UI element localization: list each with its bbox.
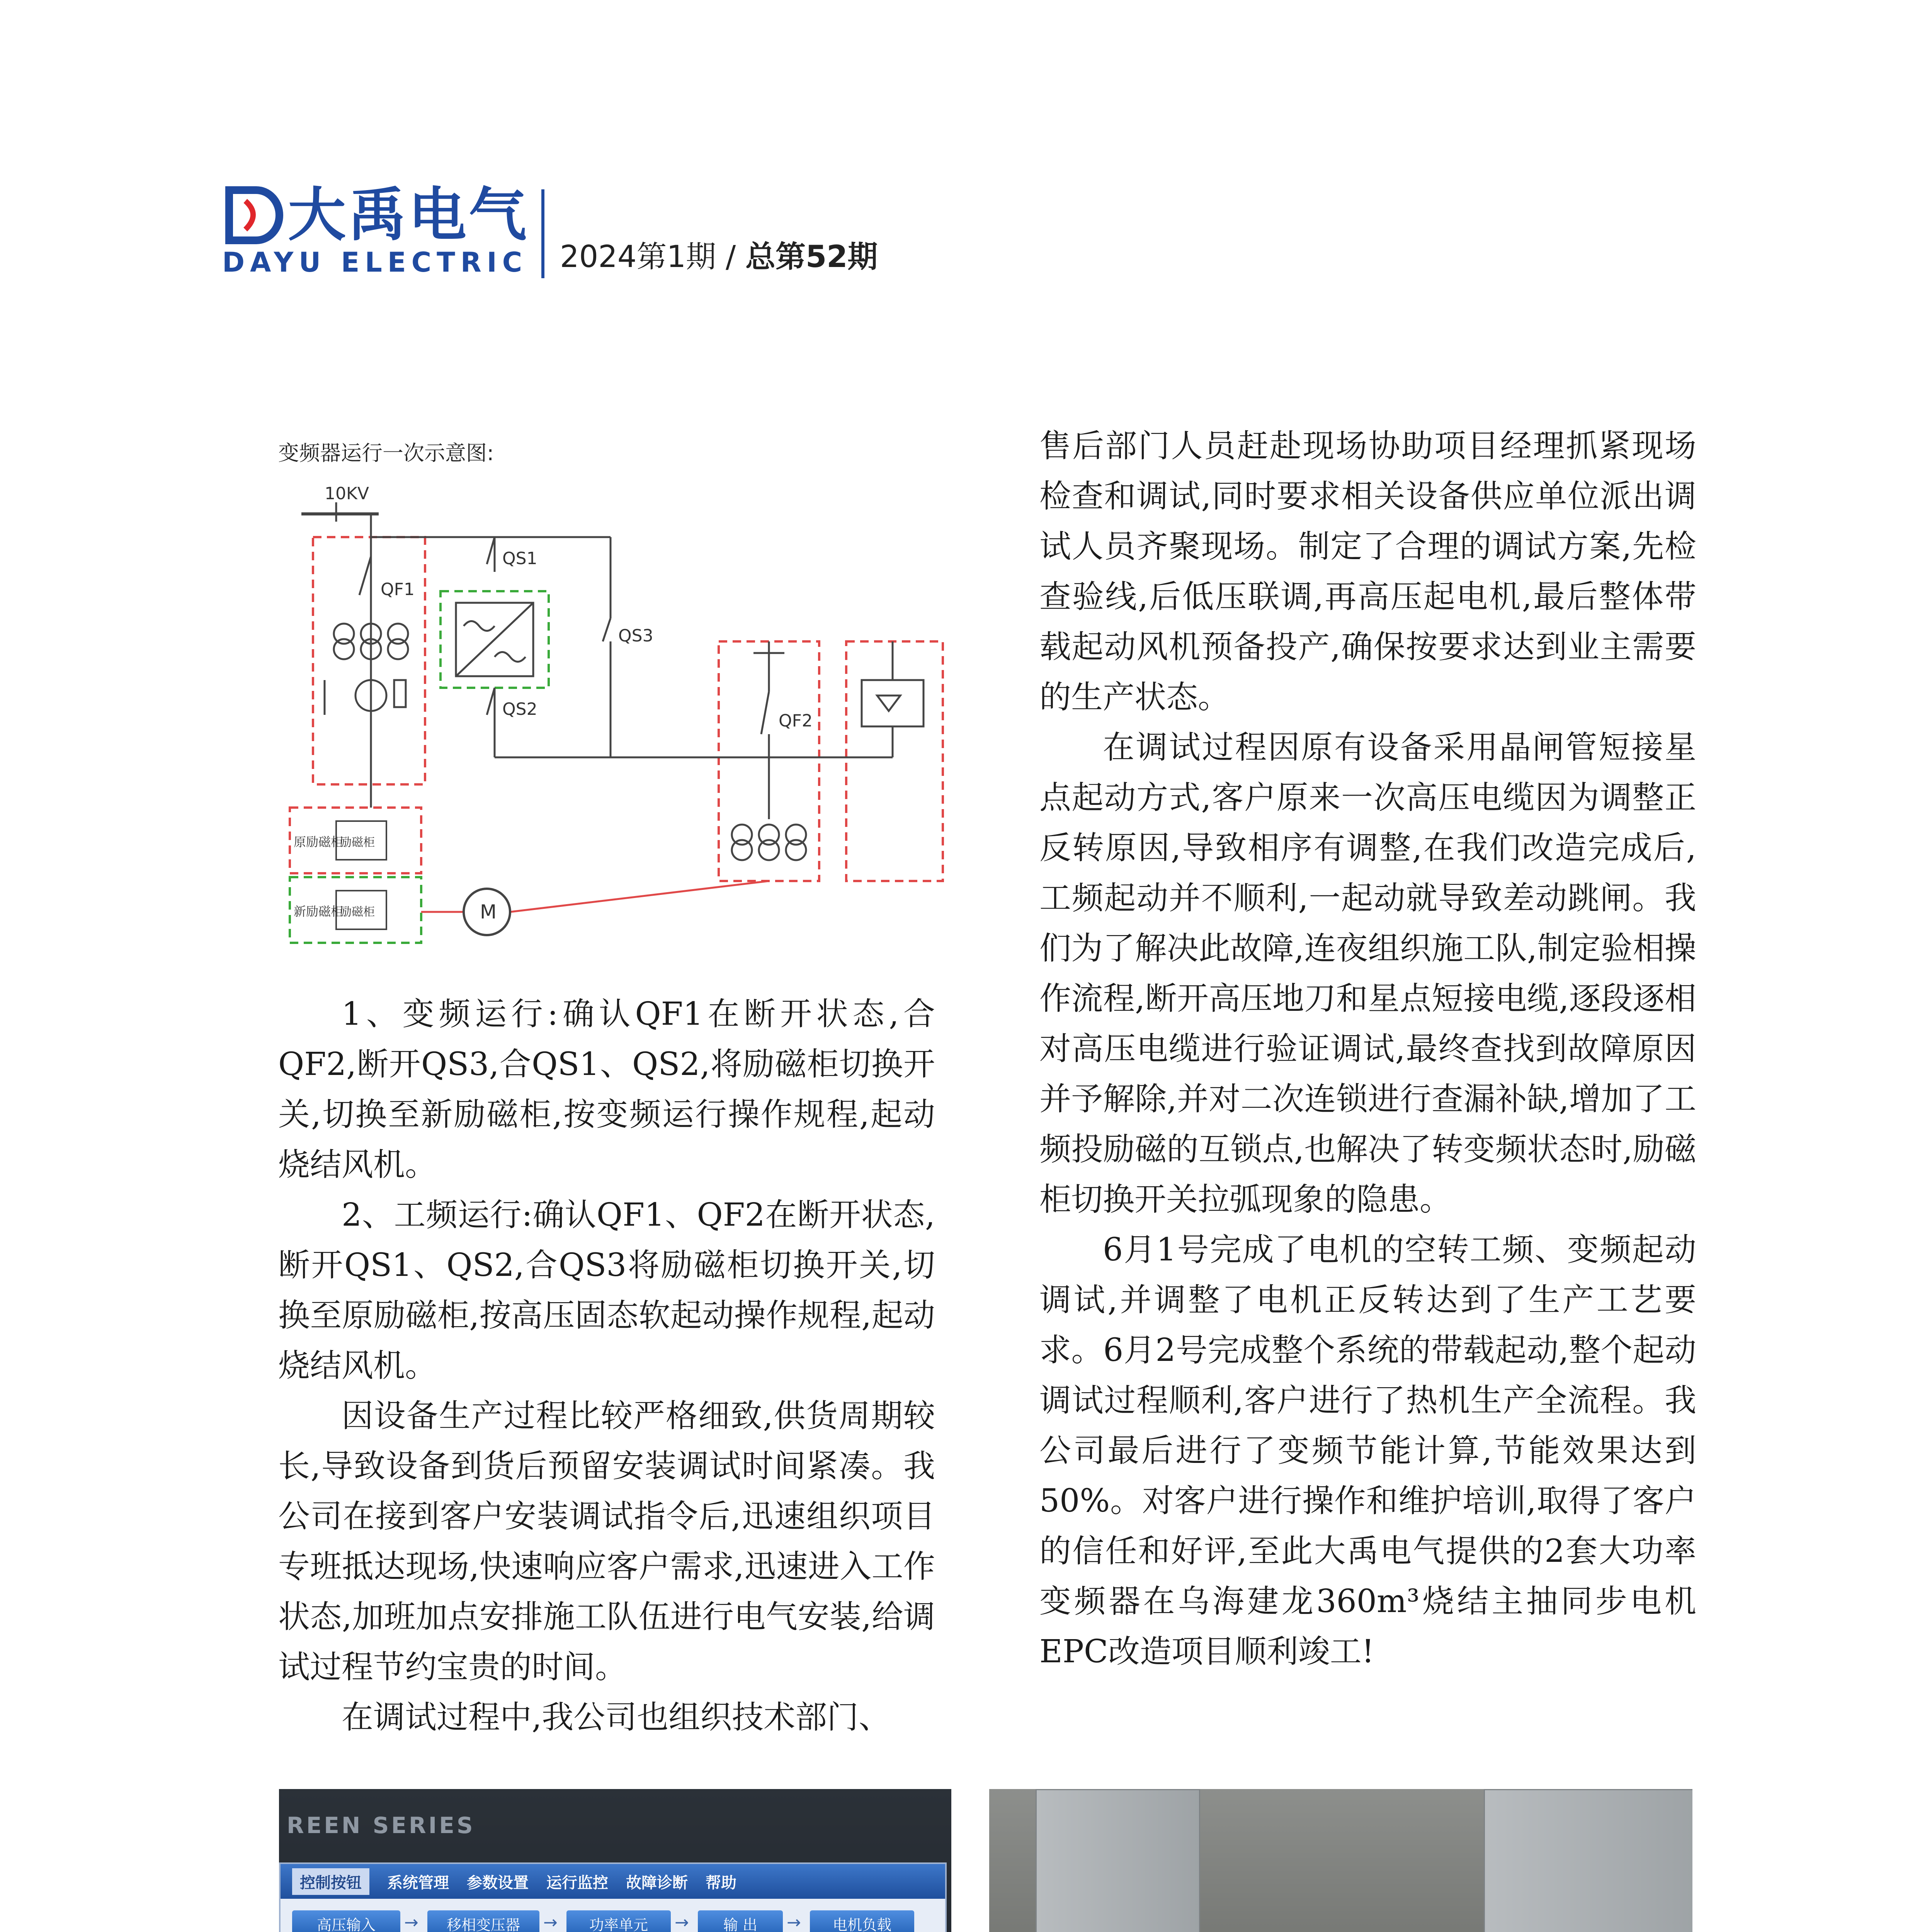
qs3-label: QS3	[618, 626, 653, 646]
ct-group-2	[732, 825, 806, 860]
one-line-diagram	[278, 479, 966, 954]
flow-arrow-1: →	[404, 1913, 418, 1932]
hmi-tab-bar	[281, 1864, 945, 1899]
cabinet-left	[1036, 1789, 1200, 1932]
hmi-tab-system: 系统管理	[387, 1874, 449, 1892]
issue-prefix: 2024第1期 /	[560, 240, 746, 274]
masthead	[222, 182, 878, 278]
paragraph-schedule: 因设备生产过程比较严格细致,供货周期较长,导致设备到货后预留安装调试时间紧凑。我公司在接到客户安装调试指令后,迅速组织项目专班抵达现场,快速响应客户需求,迅速进入工作状态,加班加点安排施工队伍进行电气安装,给调试过程节约宝贵的时间。	[278, 1398, 935, 1685]
motor-label: M	[480, 901, 497, 923]
paragraph-debug-start: 在调试过程中,我公司也组织技术部门、	[342, 1699, 891, 1736]
old-cabinet-box-label: 励磁柜	[340, 836, 375, 849]
issue-total: 总第52期	[745, 240, 878, 274]
flow-phase-transformer: 移相变压器	[427, 1910, 539, 1932]
flow-output: 输 出	[698, 1910, 783, 1932]
qs2-label: QS2	[502, 699, 537, 719]
crew-photo	[989, 1789, 1692, 1932]
old-cabinet-label: 原励磁柜	[294, 835, 344, 849]
qf1-label: QF1	[381, 580, 415, 599]
logo-chinese-name: 大禹电气	[288, 182, 529, 249]
hmi-tab-fault: 故障诊断	[626, 1874, 688, 1892]
paragraph-line-operation: 2、工频运行:确认QF1、QF2在断开状态,断开QS1、QS2,合QS3将励磁柜切换开关,切换至原励磁柜,按高压固态软起动操作规程,起动烧结风机。	[278, 1197, 935, 1384]
qf2-label: QF2	[779, 711, 813, 731]
new-cabinet-label: 新励磁柜	[294, 904, 344, 919]
new-cabinet-box-label: 励磁柜	[340, 905, 375, 919]
issue-number	[560, 233, 878, 276]
hmi-tab-monitor: 运行监控	[546, 1874, 608, 1892]
soft-starter-frame	[846, 641, 943, 881]
qf1-frame	[313, 537, 425, 784]
screen-series-label: REEN SERIES	[287, 1812, 475, 1838]
left-column	[278, 989, 935, 1743]
flow-arrow-2: →	[543, 1913, 558, 1932]
ct-group-1	[325, 624, 408, 715]
paragraph-after-sales: 售后部门人员赶赴现场协助项目经理抓紧现场检查和调试,同时要求相关设备供应单位派出调试人员齐聚现场。制定了合理的调试方案,先检查验线,后低压联调,再高压起电机,最后整体带载起动风机预备投产,确保按要求达到业主需要的生产状态。	[1039, 428, 1696, 716]
soft-starter-icon	[862, 680, 923, 726]
frequency-converter-diagram	[278, 437, 966, 954]
hmi-panel	[279, 1862, 947, 1932]
right-column	[1039, 421, 1696, 1677]
logo	[222, 182, 529, 278]
paragraph-fault: 在调试过程因原有设备采用晶闸管短接星点起动方式,客户原来一次高压电缆因为调整正反转原因,导致相序有调整,在我们改造完成后,工频起动并不顺利,一起动就导致差动跳闸。我们为了解决此故障,连夜组织施工队,制定验相操作流程,断开高压地刀和星点短接电缆,逐段逐相对高压电缆进行验证调试,最终查找到故障原因并予解除,并对二次连锁进行查漏补缺,增加了工频投励磁的互锁点,也解决了转变频状态时,励磁柜切换开关拉弧现象的隐患。	[1039, 729, 1696, 1218]
qs1-label: QS1	[502, 549, 537, 568]
flow-hv-input: 高压输入	[292, 1910, 400, 1932]
hmi-tab-control: 控制按钮	[292, 1868, 369, 1895]
paragraph-vfd-operation: 1、变频运行:确认QF1在断开状态,合QF2,断开QS3,合QS1、QS2,将励磁柜切换开关,切换至新励磁柜,按变频运行操作规程,起动烧结风机。	[278, 996, 935, 1183]
logo-english-name: DAYU ELECTRIC	[222, 247, 528, 278]
flow-arrow-3: →	[675, 1913, 689, 1932]
qf1-breaker	[359, 556, 371, 595]
cabinet-right	[1484, 1789, 1692, 1932]
hmi-tab-help: 帮助	[706, 1874, 736, 1892]
masthead-divider	[541, 189, 544, 278]
flow-motor-load: 电机负载	[810, 1910, 914, 1932]
paragraph-completion: 6月1号完成了电机的空转工频、变频起动调试,并调整了电机正反转达到了生产工艺要求。6月2号完成整个系统的带载起动,整个起动调试过程顺利,客户进行了热机生产全流程。我公司最后进行了变频节能计算,节能效果达到50%。对客户进行操作和维护培训,取得了客户的信任和好评,至此大禹电气提供的2套大功率变频器在乌海建龙360m³烧结主抽同步电机EPC改造项目顺利竣工!	[1039, 1231, 1696, 1670]
converter-icon	[456, 603, 533, 676]
hmi-tab-params: 参数设置	[467, 1874, 529, 1892]
flow-arrow-4: →	[787, 1913, 801, 1932]
diagram-caption: 变频器运行一次示意图:	[278, 441, 494, 465]
dayu-logo-icon	[222, 186, 288, 244]
flow-power-unit: 功率单元	[566, 1910, 671, 1932]
hmi-screen-photo	[279, 1789, 951, 1932]
bus-lines	[336, 502, 893, 819]
voltage-label: 10KV	[325, 484, 369, 503]
